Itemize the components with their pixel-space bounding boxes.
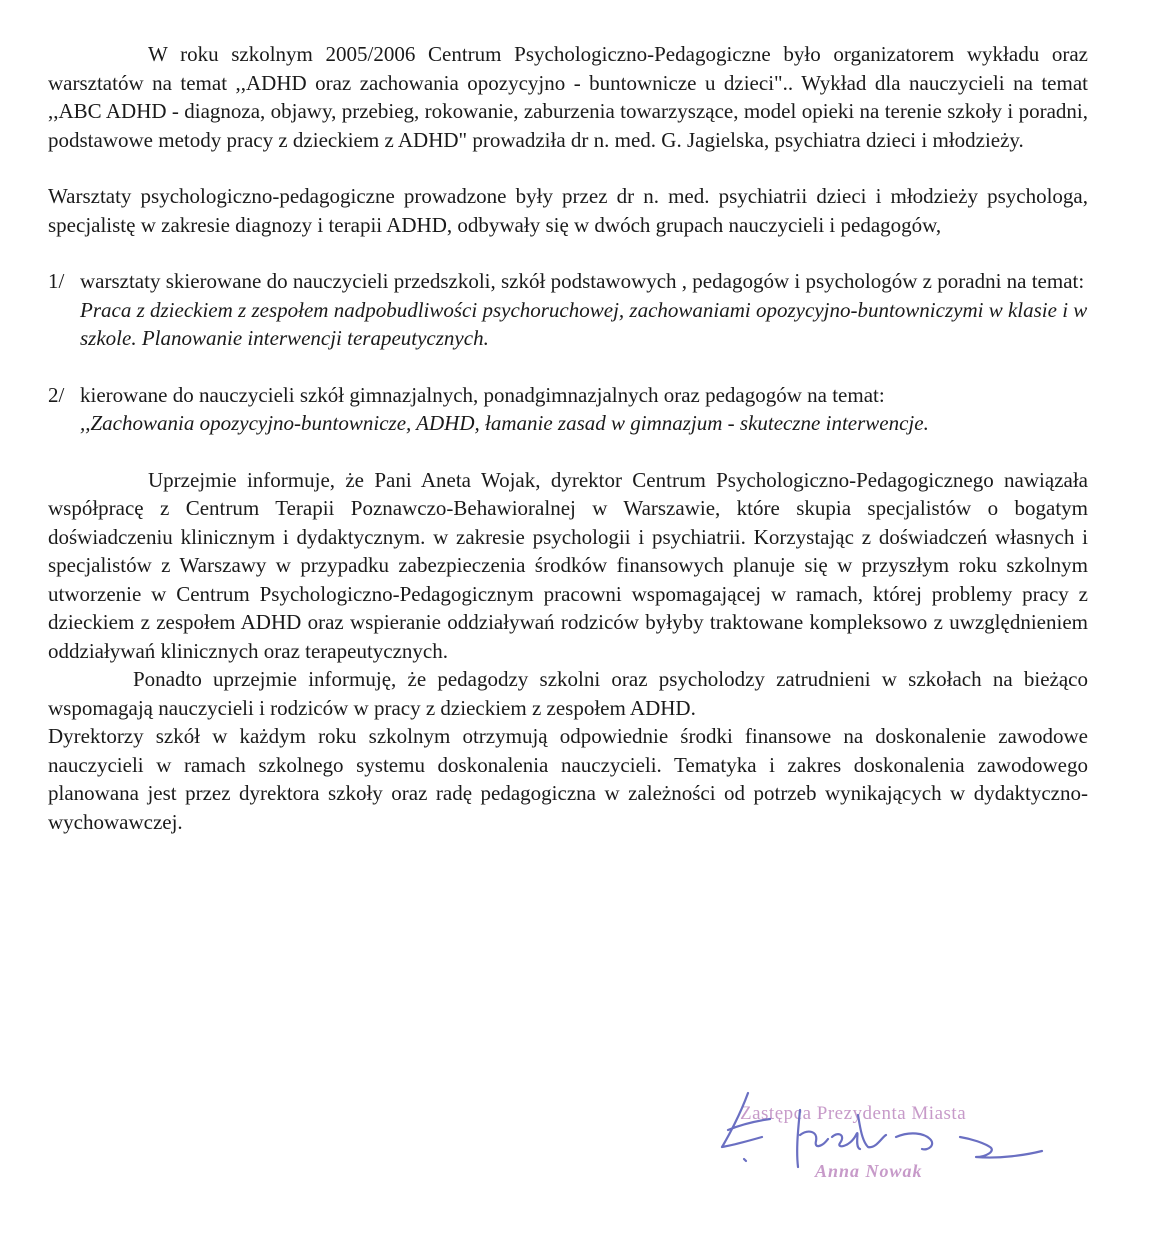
paragraph-directors: Dyrektorzy szkół w każdym roku szkolnym otrzymują odpowiednie środki finansowe na doskonalenie zawodowe nauczycieli w ramach szkolnego systemu doskonalenia nauczycieli. Tematyka i zakres doskonalenia zawodowego planowana jest przez dyrektora szkoły oraz radę pedagogiczna w zależności od potrzeb wynikających w dydaktyczno-wychowawczej. bbox=[48, 724, 1088, 834]
signature-stamp bbox=[700, 1075, 1060, 1195]
paragraph-intro: W roku szkolnym 2005/2006 Centrum Psychologiczno-Pedagogiczne było organizatorem wykładu oraz warsztatów na temat ,,ADHD oraz zachowania opozycyjno - buntownicze u dzieci".. Wykład dla nauczycieli na temat ,,ABC ADHD - diagnoza, objawy, przebieg, rokowanie, zaburzenia towarzyszące, model opieki na terenie szkoły i poradni, podstawowe metody pracy z dzieckiem z ADHD" prowadziła dr n. med. G. Jagielska, psychiatra dzieci i młodzieży. bbox=[48, 42, 1088, 152]
list-item-description: kierowane do nauczycieli szkół gimnazjalnych, ponadgimnazjalnych oraz pedagogów na temat: bbox=[80, 382, 885, 407]
list-number: 2/ bbox=[48, 382, 65, 407]
stamp-title: Zastępca Prezydenta Miasta bbox=[740, 1103, 967, 1124]
stamp-name: Anna Nowak bbox=[815, 1161, 923, 1181]
letter-body bbox=[48, 40, 1088, 836]
list-item-topic: ,,Zachowania opozycyjno-buntownicze, ADHD, łamanie zasad w gimnazjum - skuteczne interwencje. bbox=[80, 411, 929, 435]
handwritten-signature bbox=[700, 1075, 1060, 1195]
list-item-description: warsztaty skierowane do nauczycieli przedszkoli, szkół podstawowych , pedagogów i psychologów z poradni na temat: bbox=[80, 269, 1085, 293]
paragraph-workshops: Warsztaty psychologiczno-pedagogiczne prowadzone były przez dr n. med. psychiatrii dzieci i młodzieży psychologa, specjalistę w zakresie diagnozy i terapii ADHD, odbywały się w dwóch grupach nauczycieli i pedagogów, bbox=[48, 184, 1088, 237]
list-item-text bbox=[80, 267, 1088, 353]
list-item-2 bbox=[48, 381, 1088, 438]
list-item-topic: Praca z dzieckiem z zespołem nadpobudliwości psychoruchowej, zachowaniami opozycyjno-buntowniczymi w klasie i w szkole. Planowanie interwencji terapeutycznych. bbox=[80, 297, 1088, 350]
paragraph-cooperation: Uprzejmie informuje, że Pani Aneta Wojak, dyrektor Centrum Psychologiczno-Pedagogicznego nawiązała współpracę z Centrum Terapii Poznawczo-Behawioralnej w Warszawie, które skupia specjalistów o bogatym doświadczeniu klinicznym i dydaktycznym. w zakresie psychologii i psychiatrii. Korzystając z doświadczeń własnych i specjalistów z Warszawy w przypadku zabezpieczenia środków finansowych planuje się w przyszłym roku szkolnym utworzenie w Centrum Psychologiczno-Pedagogicznym pracowni wspomagającej w ramach, której problemy pracy z dzieckiem z zespołem ADHD oraz wspieranie oddziaływań rodziców byłyby traktowane kompleksowo z uwzględnieniem oddziaływań klinicznych oraz terapeutycznych. bbox=[48, 467, 1088, 663]
list-number: 1/ bbox=[48, 269, 65, 293]
list-item-1 bbox=[48, 267, 1088, 353]
list-item-text bbox=[80, 381, 1088, 438]
paragraph-support: Ponadto uprzejmie informuję, że pedagodzy szkolni oraz psycholodzy zatrudnieni w szkołach na bieżąco wspomagają nauczycieli i rodziców w pracy z dzieckiem z zespołem ADHD. bbox=[48, 667, 1088, 720]
